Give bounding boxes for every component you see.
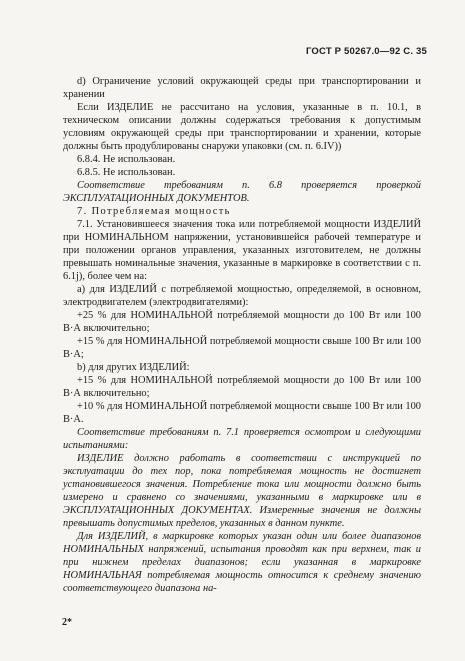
paragraph-a-motor: а) для ИЗДЕЛИЙ с потребляемой мощностью, определяемой, в основном, электродвигателем (электродвигателями): <box>63 284 421 308</box>
footer-sheet-mark: 2* <box>62 617 72 628</box>
paragraph-b-plus10: +10 % для НОМИНАЛЬНОЙ потребляемой мощности свыше 100 Вт или 100 В·А. <box>63 401 422 425</box>
paragraph-7-1: 7.1. Установившееся значения тока или потребляемой мощности ИЗДЕЛИЙ при НОМИНАЛЬНОМ напряжении, установившейся рабочей температуре и при положении органов управления, указанных изготовителем, не должны превышать номинальные значения, указанные в маркировке в соответствии с п. 6.1j), более чем на: <box>63 219 421 282</box>
paragraph-a-plus15: +15 % для НОМИНАЛЬНОЙ потребляемой мощности свыше 100 Вт или 100 В·А; <box>63 336 422 360</box>
section-7-title: 7. Потребляемая мощность <box>77 206 231 217</box>
paragraph-compliance-6-8: Соответствие требованиям п. 6.8 проверяется проверкой ЭКСПЛУАТАЦИОННЫХ ДОКУМЕНТОВ. <box>63 180 421 204</box>
paragraph-compliance-7-1: Соответствие требованиям п. 7.1 проверяется осмотром и следующими испытаниями: <box>63 427 421 451</box>
paragraph-voltage-ranges: Для ИЗДЕЛИЙ, в маркировке которых указан один или более диапазонов НОМИНАЛЬНЫХ напряжений, испытания проводят как при верхнем, так и при нижнем пределах диапазонов; если указанная в маркировке НОМИНАЛЬНАЯ потребляемая мощность относится к среднему значению соответствующего диапазона на- <box>63 531 421 594</box>
paragraph-6-8-4: 6.8.4. Не использован. <box>77 154 176 165</box>
paragraph-test-procedure: ИЗДЕЛИЕ должно работать в соответствии с инструкцией по эксплуатации до тех пор, пока потребляемая мощность не достигнет установившегося значения. Потребление тока или мощности должно быть измерено и сравнено со значениями, указанными в маркировке или в ЭКСПЛУАТАЦИОННЫХ ДОКУМЕНТАХ. Измеренные значения не должны превышать допустимых пределов, указанных в данном пункте. <box>63 453 421 529</box>
paragraph-d-env-limits: d) Ограничение условий окружающей среды при транспортировании и хранении <box>63 76 421 100</box>
page-body <box>63 75 421 595</box>
paragraph-b-plus15: +15 % для НОМИНАЛЬНОЙ потребляемой мощности до 100 Вт или 100 В·А включительно; <box>63 375 421 399</box>
paragraph-if-device: Если ИЗДЕЛИЕ не рассчитано на условия, указанные в п. 10.1, в техническом описании должны содержаться требования к допустимым условиям окружающей среды при транспортировании и хранении, которые должны быть продублированы снаружи упаковки (см. п. 6.IV)) <box>63 102 421 152</box>
page-header: ГОСТ Р 50267.0—92 С. 35 <box>305 46 427 57</box>
paragraph-b-other: b) для других ИЗДЕЛИЙ: <box>77 362 190 373</box>
paragraph-6-8-5: 6.8.5. Не использован. <box>77 167 176 178</box>
paragraph-a-plus25: +25 % для НОМИНАЛЬНОЙ потребляемой мощности до 100 Вт или 100 В·А включительно; <box>63 310 421 334</box>
